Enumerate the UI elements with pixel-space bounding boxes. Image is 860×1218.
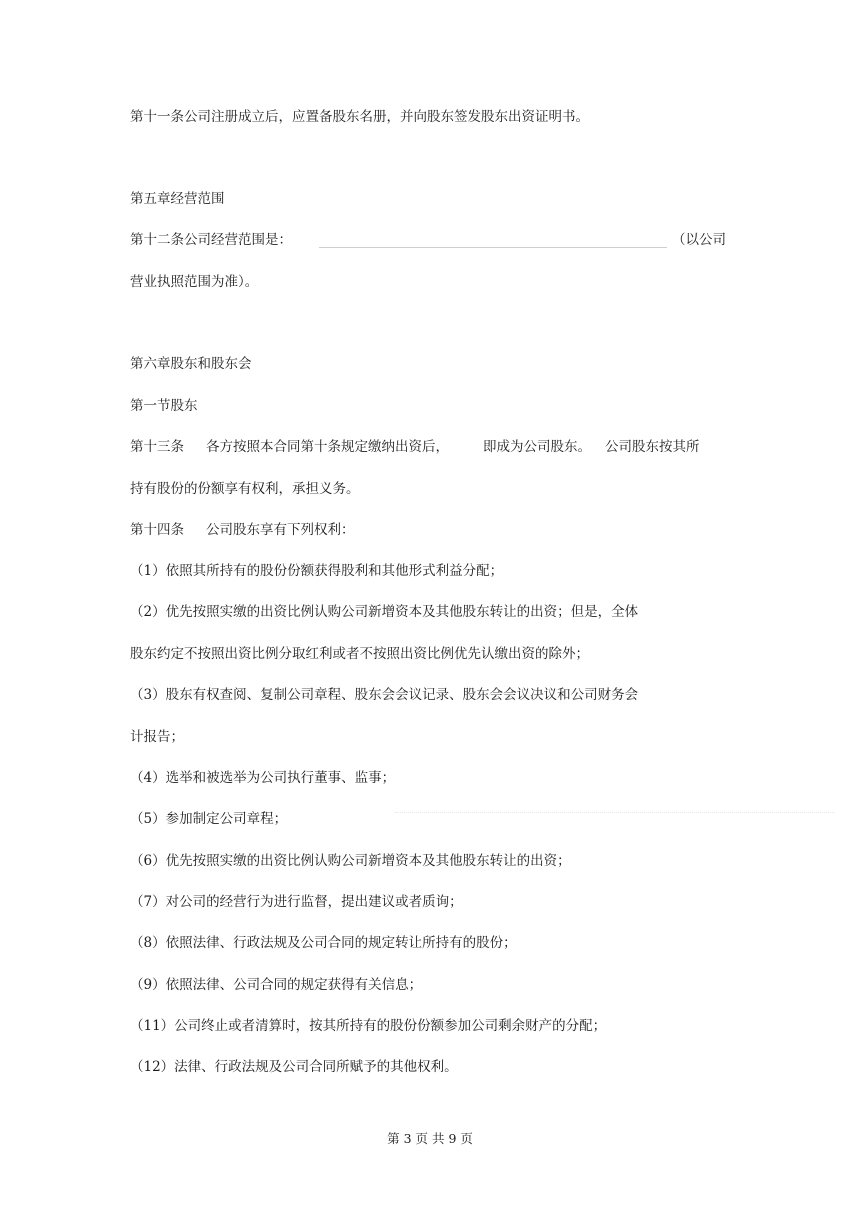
right-item-7: （7）对公司的经营行为进行监督，提出建议或者质询； bbox=[130, 894, 463, 910]
chapter-5-heading: 第五章经营范围 bbox=[130, 191, 225, 207]
article-13-text-1: 各方按照本合同第十条规定缴纳出资后， bbox=[206, 439, 449, 455]
article-13-first-line bbox=[130, 438, 700, 456]
article-12-line-tail: （以公司 bbox=[672, 232, 726, 248]
right-item-4: （4）选举和被选举为公司执行董事、监事； bbox=[130, 770, 396, 786]
article-13-text-3: 公司股东按其所 bbox=[605, 439, 700, 455]
article-14-line bbox=[130, 521, 355, 539]
article-11: 第十一条公司注册成立后，应置备股东名册，并向股东签发股东出资证明书。 bbox=[130, 109, 589, 125]
article-12-second-line: 营业执照范围为准）。 bbox=[130, 274, 259, 290]
page-number-footer: 第 3 页 共 9 页 bbox=[387, 1131, 473, 1146]
right-item-9: （9）依照法律、公司合同的规定获得有关信息； bbox=[130, 977, 423, 993]
faint-dotted-rule bbox=[395, 812, 835, 813]
right-item-12: （12）法律、行政法规及公司合同所赋予的其他权利。 bbox=[130, 1059, 458, 1075]
article-13-second-line: 持有股份的份额享有权利，承担义务。 bbox=[130, 481, 360, 497]
section-1-heading: 第一节股东 bbox=[130, 398, 198, 414]
business-scope-blank bbox=[319, 247, 667, 248]
right-item-1: （1）依照其所持有的股份份额获得股利和其他形式利益分配； bbox=[130, 563, 504, 579]
article-14-text: 公司股东享有下列权利： bbox=[206, 522, 355, 538]
article-13-text-2: 即成为公司股东。 bbox=[483, 439, 591, 455]
right-item-2-line-2: 股东约定不按照出资比例分取红利或者不按照出资比例优先认缴出资的除外； bbox=[130, 646, 589, 662]
right-item-3-line-1: （3）股东有权查阅、复制公司章程、股东会会议记录、股东会会议决议和公司财务会 bbox=[130, 687, 639, 703]
right-item-5: （5）参加制定公司章程； bbox=[130, 811, 288, 827]
right-item-2-line-1: （2）优先按照实缴的出资比例认购公司新增资本及其他股东转让的出资；但是，全体 bbox=[130, 604, 639, 620]
right-item-11: （11）公司终止或者清算时，按其所持有的股份份额参加公司剩余财产的分配； bbox=[130, 1018, 607, 1034]
right-item-8: （8）依照法律、行政法规及公司合同的规定转让所持有的股份； bbox=[130, 935, 517, 951]
right-item-3-line-2: 计报告； bbox=[130, 729, 184, 745]
article-12-first-line: 第十二条公司经营范围是： bbox=[130, 232, 292, 248]
article-13-number: 第十三条 bbox=[130, 439, 184, 455]
right-item-6: （6）优先按照实缴的出资比例认购公司新增资本及其他股东转让的出资； bbox=[130, 853, 571, 869]
chapter-6-heading: 第六章股东和股东会 bbox=[130, 356, 252, 372]
article-14-number: 第十四条 bbox=[130, 522, 184, 538]
